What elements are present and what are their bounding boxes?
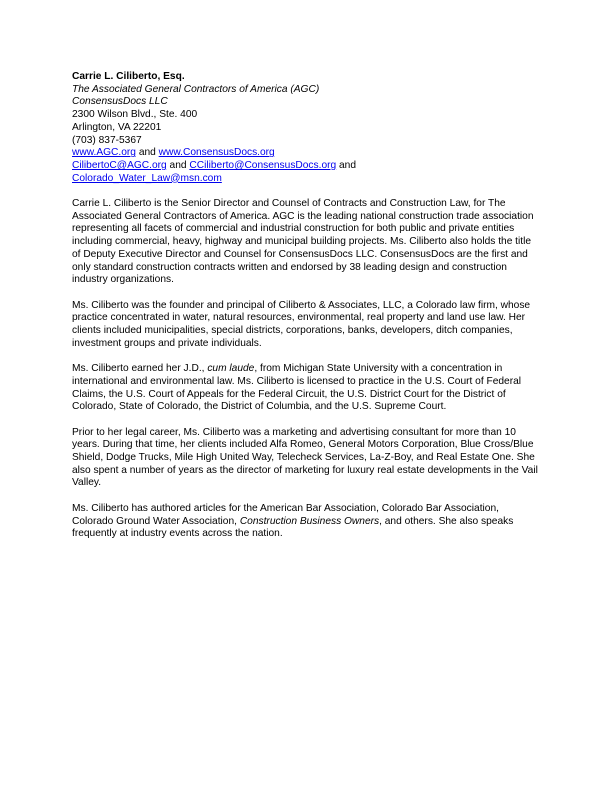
bio-paragraph-publications <box>72 503 542 541</box>
website-links <box>72 147 542 160</box>
bio-paragraph-marketing: Prior to her legal career, Ms. Ciliberto was a marketing and advertising consultant for more than 10 years. During that time, her clients included Alfa Romeo, General Motors Corporation, Blue Cross/Blue Shield, Dodge Trucks, Mile High United Way, Telecheck Services, La-Z-Boy, and Real Estate One. She also spent a number of years as the director of marketing for luxury real estate developments in the Vail Valley. <box>72 426 538 489</box>
agc-email-link[interactable]: CilibertoC@AGC.org <box>72 159 167 171</box>
person-name: Carrie L. Ciliberto, Esq. <box>72 71 185 82</box>
publications-text-end: , and others. She also speaks frequently at industry events across the nation. <box>72 515 514 540</box>
bio-paragraph-law-firm: Ms. Ciliberto was the founder and principal of Ciliberto & Associates, LLC, a Colorado law firm, whose practice concentrated in water, natural resources, environmental, real property and land use law. Her clients included municipalities, special districts, corporations, banks, developers, ditch companies, investment groups and private individuals. <box>72 299 531 349</box>
education-text-end: , from Michigan State University with a concentration in international and environmental law. Ms. Ciliberto is licensed to practice in the U.S. Court of Federal Claims, the U.S. Court of Appeals for the Federal Circuit, the U.S. District Court for the District of Colorado, State of Colorado, the District of Columbia, and the U.S. Supreme Court. <box>72 363 522 413</box>
publication-title: Construction Business Owners <box>239 515 380 527</box>
organization-consensusdocs: ConsensusDocs LLC <box>72 96 168 108</box>
personal-email-link[interactable]: Colorado_Water_Law@msn.com <box>72 172 222 184</box>
address-line-1: 2300 Wilson Blvd., Ste. 400 <box>72 109 198 121</box>
address-line-2: Arlington, VA 22201 <box>72 121 162 133</box>
and-text: and <box>336 159 357 171</box>
bio-page <box>72 71 542 554</box>
organization-agc: The Associated General Contractors of America (AGC) <box>72 83 320 95</box>
contact-block <box>72 71 542 185</box>
agc-website-link[interactable]: www.AGC.org <box>72 147 136 159</box>
and-text: and <box>166 159 190 171</box>
bio-paragraph-position: Carrie L. Ciliberto is the Senior Director and Counsel of Contracts and Construction Law, for The Associated General Contractors of America. AGC is the leading national construction trade association representing all facets of commercial and industrial construction for both public and private entities including commercial, heavy, highway and municipal building projects. Ms. Ciliberto also holds the title of Deputy Executive Director and Counsel for ConsensusDocs LLC. ConsensusDocs are the first and only standard construction contracts written and endorsed by 38 leading design and construction industry organizations. <box>72 198 534 286</box>
personal-email-line <box>72 173 542 186</box>
cum-laude-text: cum laude <box>207 363 255 375</box>
publications-text-start: Ms. Ciliberto has authored articles for the American Bar Association, Colorado Bar Association, Colorado Ground Water Association, <box>72 502 499 527</box>
education-text-start: Ms. Ciliberto earned her J.D., <box>72 363 208 375</box>
consensusdocs-email-link[interactable]: CCiliberto@ConsensusDocs.org <box>189 159 337 171</box>
phone-number: (703) 837-5367 <box>72 134 142 146</box>
email-links <box>72 160 542 173</box>
and-text: and <box>135 147 159 159</box>
consensusdocs-website-link[interactable]: www.ConsensusDocs.org <box>158 147 275 159</box>
bio-paragraph-education <box>72 363 542 414</box>
